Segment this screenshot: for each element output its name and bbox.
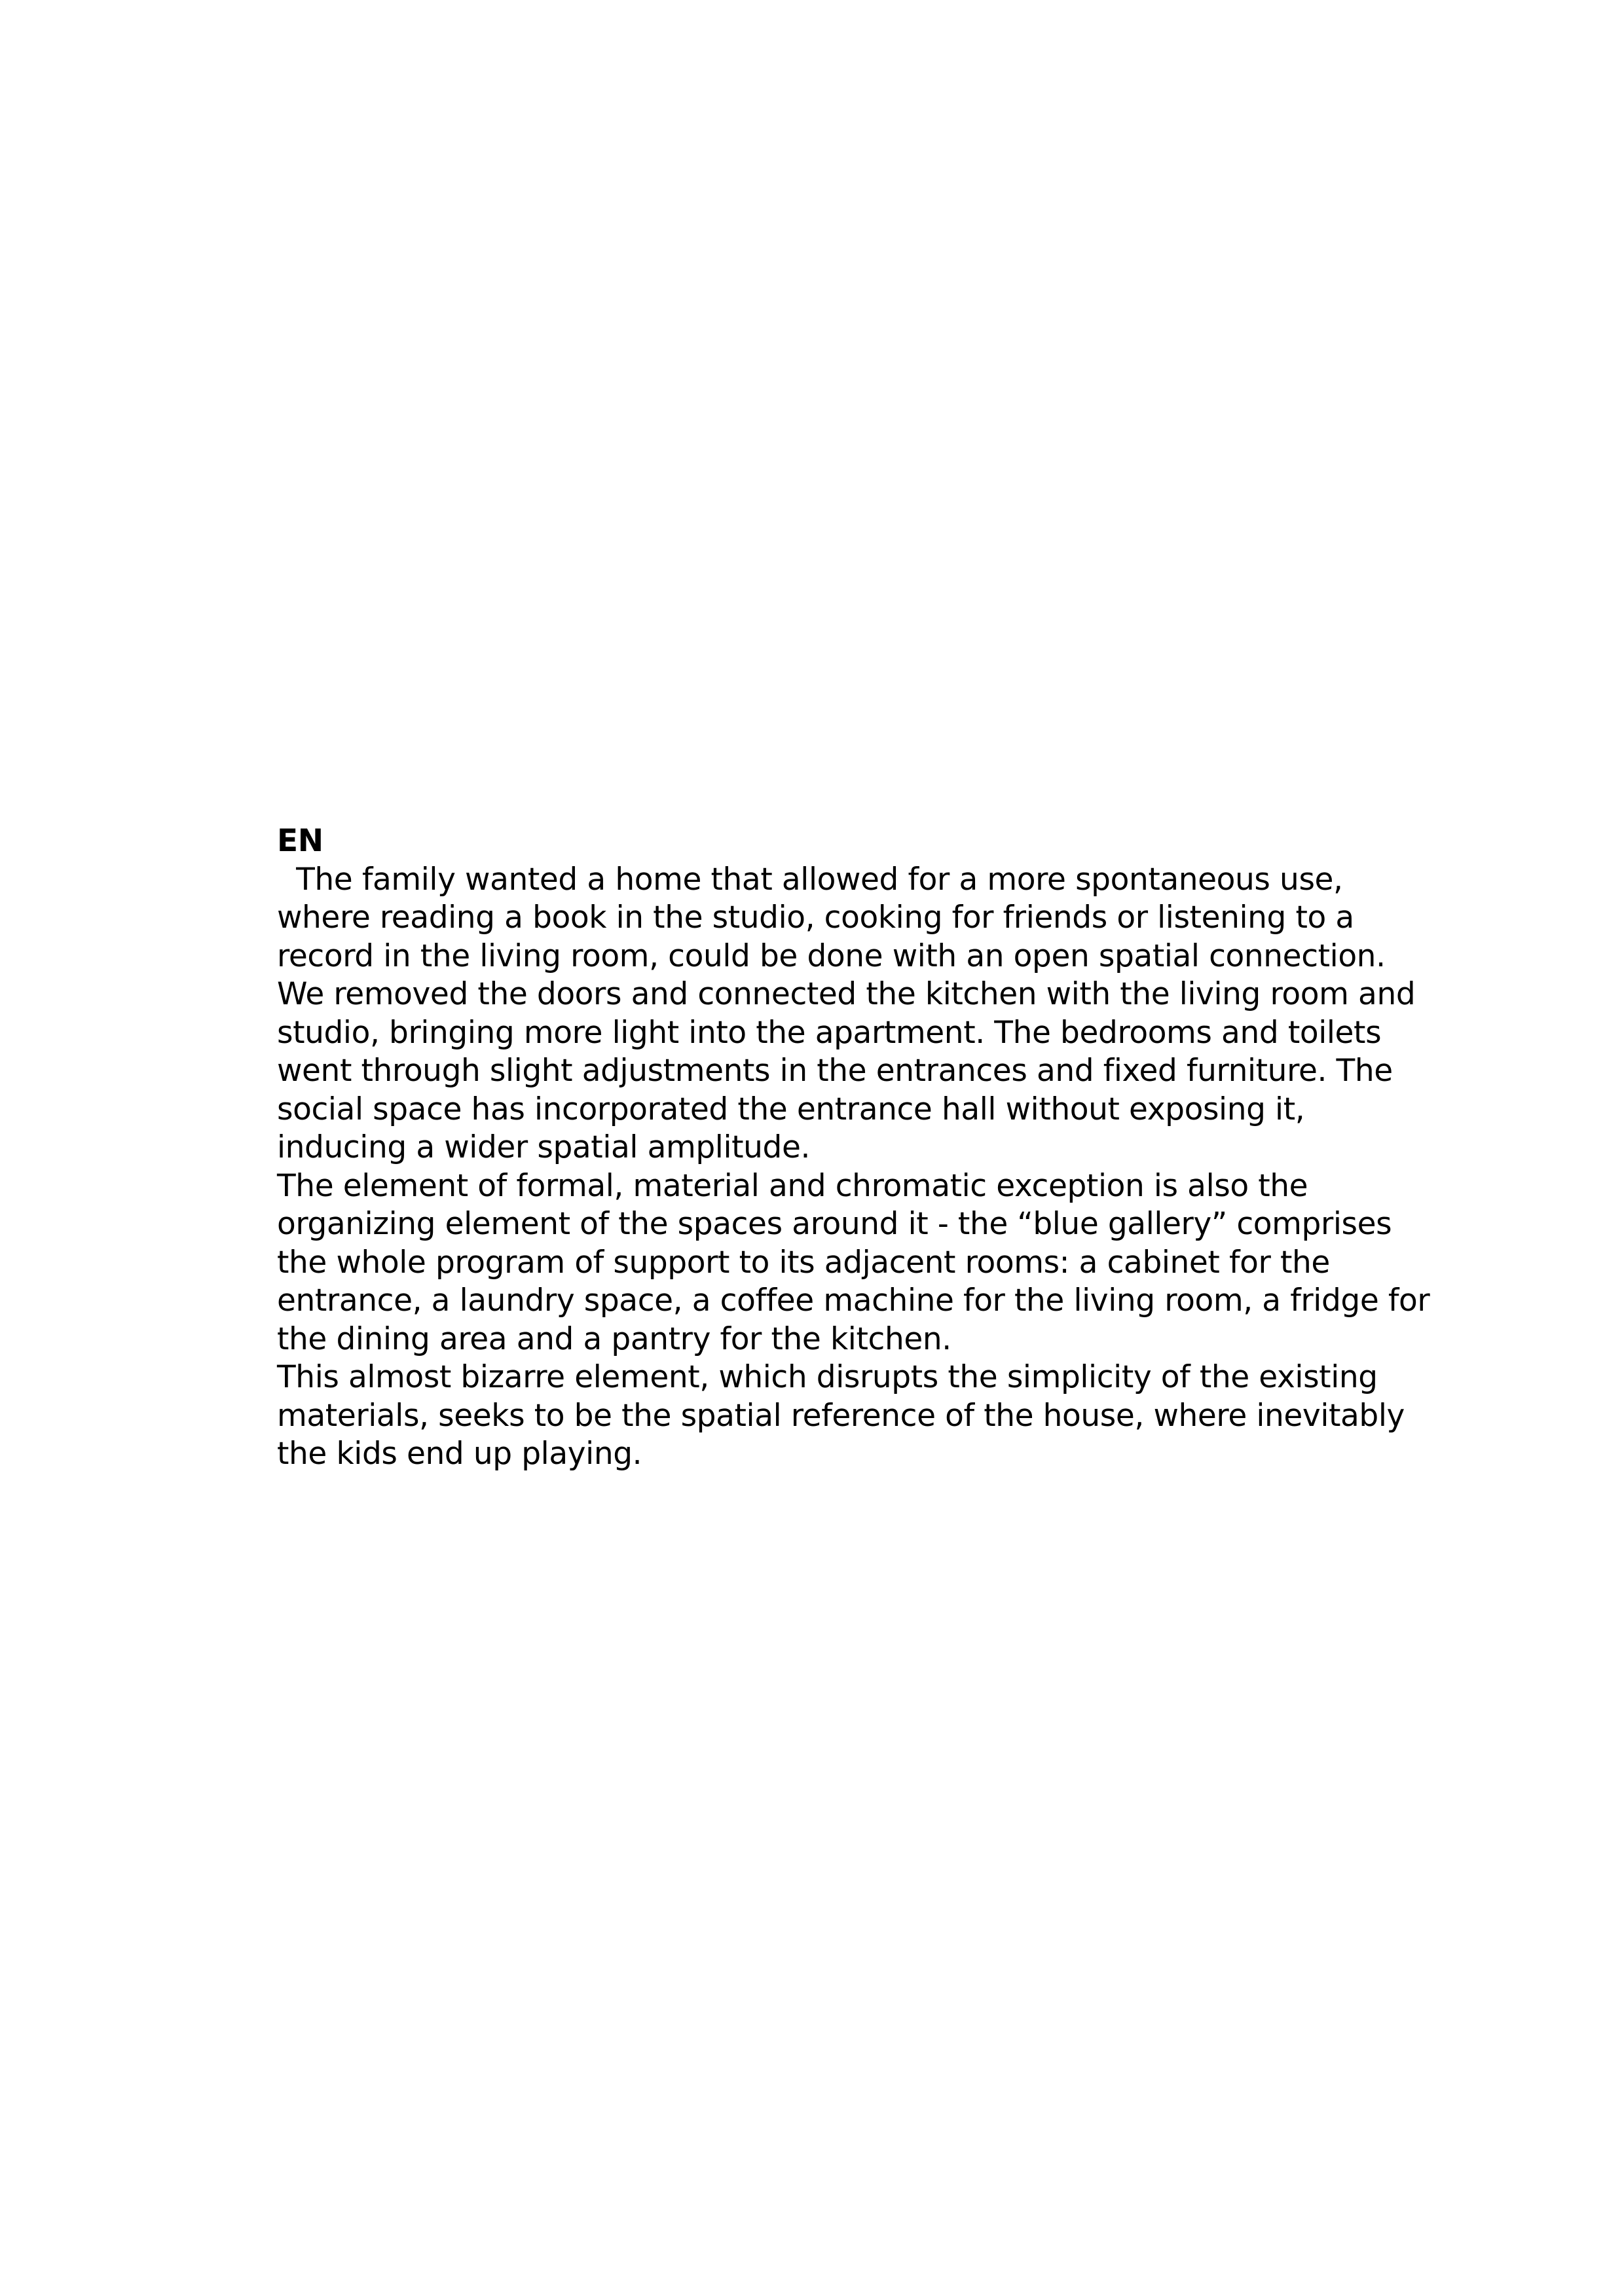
paragraph-line: the kids end up playing.: [277, 1436, 642, 1472]
paragraph-line: studio, bringing more light into the apartment. The bedrooms and toilets: [277, 1014, 1382, 1051]
language-heading: EN: [277, 823, 323, 859]
paragraph-line: where reading a book in the studio, cooking for friends or listening to a: [277, 900, 1354, 936]
paragraph-line: The family wanted a home that allowed for a more spontaneous use,: [277, 861, 1343, 898]
paragraph-line: the whole program of support to its adjacent rooms: a cabinet for the: [277, 1244, 1330, 1281]
paragraph-1: [277, 861, 1416, 1167]
paragraph-line: record in the living room, could be done with an open spatial connection.: [277, 938, 1386, 974]
paragraph-line: inducing a wider spatial amplitude.: [277, 1129, 811, 1165]
paragraph-line: social space has incorporated the entrance hall without exposing it,: [277, 1091, 1305, 1127]
document-text-block: [277, 822, 1430, 1474]
paragraph-line: organizing element of the spaces around it - the “blue gallery” comprises: [277, 1206, 1392, 1242]
paragraph-line: This almost bizarre element, which disrupts the simplicity of the existing: [277, 1359, 1378, 1395]
paragraph-line: went through slight adjustments in the entrances and fixed furniture. The: [277, 1053, 1393, 1089]
paragraph-line: materials, seeks to be the spatial reference of the house, where inevitably: [277, 1397, 1405, 1434]
paragraph-line: entrance, a laundry space, a coffee machine for the living room, a fridge for: [277, 1283, 1430, 1319]
paragraph-line: the dining area and a pantry for the kitchen.: [277, 1321, 951, 1357]
paragraph-line: We removed the doors and connected the kitchen with the living room and: [277, 976, 1416, 1012]
paragraph-3: [277, 1358, 1403, 1474]
paragraph-2: [277, 1167, 1430, 1359]
paragraph-line: The element of formal, material and chromatic exception is also the: [277, 1167, 1308, 1204]
